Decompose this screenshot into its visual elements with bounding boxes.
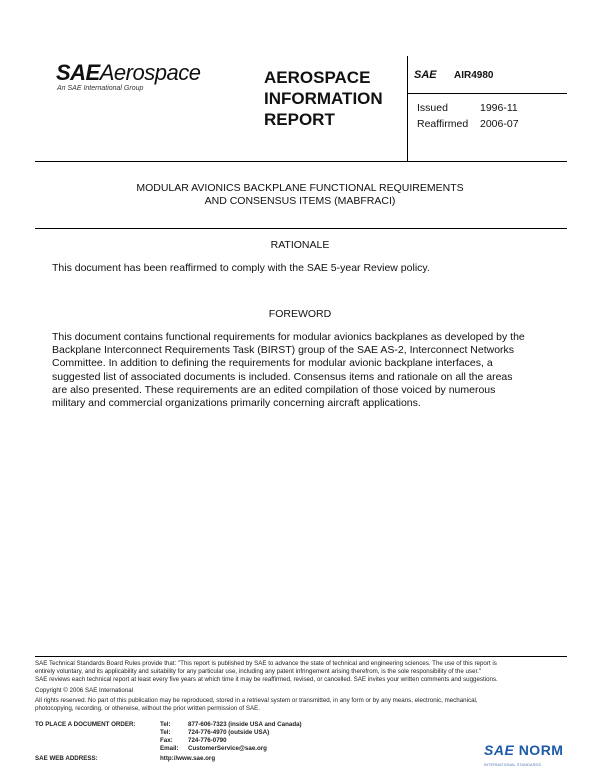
title-line-2: AND CONSENSUS ITEMS (MABFRACI) xyxy=(204,195,396,207)
logo-aerospace-text: Aerospace xyxy=(99,60,201,85)
header-vertical-divider xyxy=(407,56,408,161)
report-type-line-1: AEROSPACE xyxy=(264,68,371,87)
contact-tel-label: Tel: xyxy=(160,721,171,728)
footer-line: SAE reviews each technical report at least every five years at which time it may be reaffirmed, revised, or cancelled. SAE invites your written comments and suggestions. xyxy=(35,676,498,684)
reaffirmed-label: Reaffirmed xyxy=(417,118,469,130)
contact-tel2-value: 724-776-4970 (outside USA) xyxy=(188,729,270,736)
reaffirmed-value: 2006-07 xyxy=(480,118,519,130)
order-label: TO PLACE A DOCUMENT ORDER: xyxy=(35,721,136,728)
foreword-line: Backplane Interconnect Requirements Task (BIRST) group of the SAE AS-2, Interconnect Networks xyxy=(52,344,515,357)
issued-value: 1996-11 xyxy=(480,102,518,114)
corner-sae-logo: SAE xyxy=(414,69,437,81)
footer-line: entirely voluntary, and its applicability and suitability for any particular use, including any patent infringement arising therefrom, is the sole responsibility of the user." xyxy=(35,668,482,676)
rationale-heading: RATIONALE xyxy=(270,239,330,251)
rationale-text: This document has been reaffirmed to comply with the SAE 5-year Review policy. xyxy=(52,262,430,274)
footer-line: photocopying, recording, or otherwise, without the prior written permission of SAE. xyxy=(35,705,260,713)
sae-norm-logo xyxy=(484,742,563,758)
header-bottom-rule xyxy=(35,161,567,162)
document-number: AIR4980 xyxy=(454,70,494,81)
foreword-paragraph xyxy=(52,331,572,410)
report-type-line-3: REPORT xyxy=(264,110,335,129)
foreword-line: suggested list of associated documents is included. Consensus items and rationale on all the areas xyxy=(52,370,513,383)
contact-tel2-label: Tel: xyxy=(160,729,171,736)
web-address-link[interactable]: http://www.sae.org xyxy=(160,755,216,762)
sae-norm-tagline: INTERNATIONAL STANDARDS xyxy=(484,762,542,767)
contact-email-value[interactable]: CustomerService@sae.org xyxy=(188,745,267,752)
footer-line: All rights reserved. No part of this publication may be reproduced, stored in a retrieval system or transmitted, in any form or by any means, electronic, mechanical, xyxy=(35,696,478,704)
document-title xyxy=(60,182,540,208)
contact-fax-label: Fax: xyxy=(160,737,173,744)
issued-label: Issued xyxy=(417,102,448,114)
doc-number-divider xyxy=(407,93,567,94)
sae-norm-sae-text: SAE xyxy=(484,742,515,758)
footer-top-rule xyxy=(35,656,567,657)
contact-tel-value: 877-606-7323 (inside USA and Canada) xyxy=(188,721,302,728)
logo-sae-text: SAE xyxy=(56,60,100,85)
foreword-line: This document contains functional requirements for modular avionics backplanes as developed by the xyxy=(52,331,525,343)
foreword-heading: FOREWORD xyxy=(268,308,332,320)
sae-norm-norm-text: NORM xyxy=(518,742,564,758)
contact-email-label: Email: xyxy=(160,745,179,752)
report-type-heading xyxy=(264,67,404,130)
web-address-label: SAE WEB ADDRESS: xyxy=(35,755,98,762)
title-bottom-rule xyxy=(35,228,567,229)
contact-fax-value: 724-776-0790 xyxy=(188,737,227,744)
logo-tagline: An SAE International Group xyxy=(57,85,144,92)
foreword-line: Committee. In addition to defining the requirements for modular avionic backplane interfaces, a xyxy=(52,357,493,370)
foreword-line: military and commercial organizations primarily concerning aircraft applications. xyxy=(52,397,421,410)
title-line-1: MODULAR AVIONICS BACKPLANE FUNCTIONAL REQUIREMENTS xyxy=(136,182,464,194)
foreword-line: are also presented. These requirements are an edited compilation of those voiced by numerous xyxy=(52,383,496,396)
sae-aerospace-logo xyxy=(56,60,200,86)
footer-line: SAE Technical Standards Board Rules provide that: "This report is published by SAE to advance the state of technical and engineering sciences. The use of this report is xyxy=(35,660,497,667)
footer-line: Copyright © 2006 SAE International xyxy=(35,686,134,694)
footer-legal-text xyxy=(35,660,580,713)
report-type-line-2: INFORMATION xyxy=(264,89,383,108)
